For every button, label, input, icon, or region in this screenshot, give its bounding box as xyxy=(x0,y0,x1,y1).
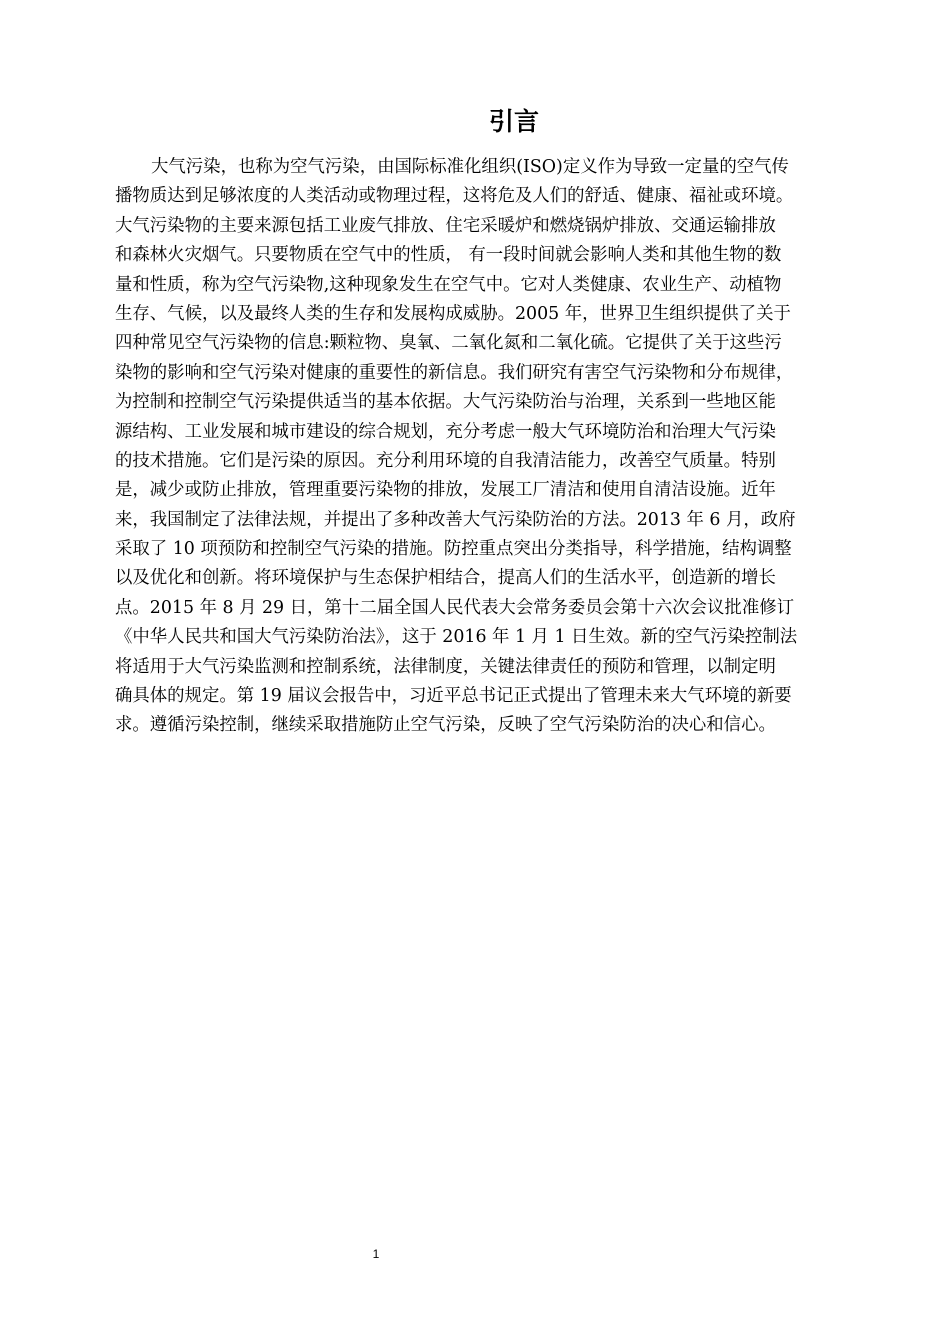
page-number: 1 xyxy=(372,1247,380,1261)
paragraph-line: 大气污染物的主要来源包括工业废气排放、住宅采暖炉和燃烧锅炉排放、交通运输排放 xyxy=(115,215,776,236)
paragraph-line: 求。遵循污染控制，继续采取措施防止空气污染，反映了空气污染防治的决心和信心。 xyxy=(115,715,776,736)
paragraph-line: 生存、气候，以及最终人类的生存和发展构成威胁。2005 年，世界卫生组织提供了关于 xyxy=(115,303,791,324)
paragraph-line: 染物的影响和空气污染对健康的重要性的新信息。我们研究有害空气污染物和分布规律， xyxy=(115,362,794,383)
paragraph-line: 的技术措施。它们是污染的原因。充分利用环境的自我清洁能力，改善空气质量。特别 xyxy=(115,450,776,471)
paragraph-line: 点。2015 年 8 月 29 日，第十二届全国人民代表大会常务委员会第十六次会议批准修订 xyxy=(115,597,794,618)
paragraph-line: 和森林火灾烟气。只要物质在空气中的性质， 有一段时间就会影响人类和其他生物的数 xyxy=(115,245,782,266)
paragraph-line: 量和性质，称为空气污染物,这种现象发生在空气中。它对人类健康、农业生产、动植物 xyxy=(115,274,782,295)
paragraph-line: 四种常见空气污染物的信息:颗粒物、臭氧、二氧化氮和二氧化硫。它提供了关于这些污 xyxy=(115,333,782,354)
paragraph-line: 为控制和控制空气污染提供适当的基本依据。大气污染防治与治理，关系到一些地区能 xyxy=(115,392,776,413)
paragraph-line: 采取了 10 项预防和控制空气污染的措施。防控重点突出分类指导，科学措施，结构调整 xyxy=(115,539,792,560)
paragraph-line: 是，减少或防止排放，管理重要污染物的排放，发展工厂清洁和使用自清洁设施。近年 xyxy=(115,480,776,501)
paragraph-line: 播物质达到足够浓度的人类活动或物理过程，这将危及人们的舒适、健康、福祉或环境。 xyxy=(115,186,794,207)
body-paragraph xyxy=(115,153,875,741)
paragraph-line: 确具体的规定。第 19 届议会报告中，习近平总书记正式提出了管理未来大气环境的新要 xyxy=(115,686,792,707)
paragraph-line: 来，我国制定了法律法规，并提出了多种改善大气污染防治的方法。2013 年 6 月，政府 xyxy=(115,509,796,530)
paragraph-line: 《中华人民共和国大气污染防治法》，这于 2016 年 1 月 1 日生效。新的空气污染控制法 xyxy=(115,627,798,648)
paragraph-line: 大气污染，也称为空气污染，由国际标准化组织(ISO)定义作为导致一定量的空气传 xyxy=(151,157,789,177)
paragraph-line: 以及优化和创新。将环境保护与生态保护相结合，提高人们的生活水平，创造新的增长 xyxy=(115,568,776,589)
paragraph-line: 源结构、工业发展和城市建设的综合规划，充分考虑一般大气环境防治和治理大气污染 xyxy=(115,421,776,442)
paragraph-line: 将适用于大气污染监测和控制系统，法律制度，关键法律责任的预防和管理，以制定明 xyxy=(115,656,776,677)
page-title: 引言 xyxy=(488,107,539,136)
